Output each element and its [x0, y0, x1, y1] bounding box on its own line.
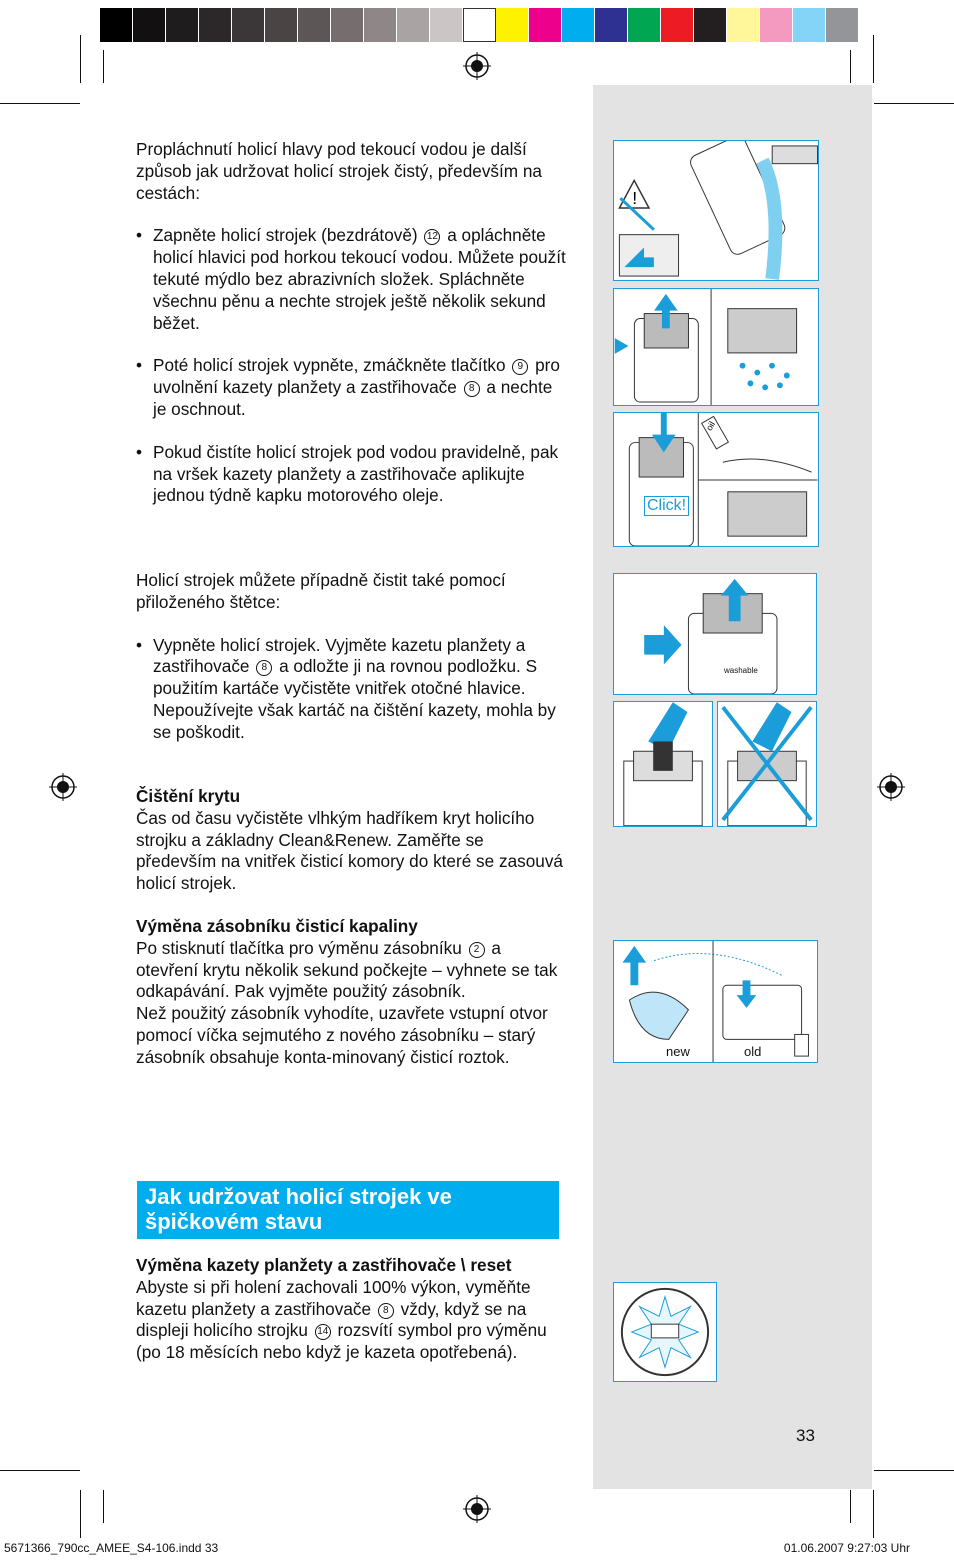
- color-swatch: [331, 8, 364, 42]
- brush-illustration: [613, 701, 713, 827]
- crop-mark: [103, 50, 104, 83]
- list-item: • Poté holicí strojek vypněte, zmáčkněte tlačítko 9 pro uvolnění kazety planžety a zastřihovače 8 a nechte je oschnout.: [136, 355, 560, 419]
- ref-number: 8: [256, 660, 272, 676]
- color-swatch: [793, 8, 826, 42]
- housing-text: Čas od času vyčistěte vlhkým hadříkem kryt holicího strojku a základny Clean&Renew. Zaměřte se především na vnitřek čisticí komory do které se zasouvá holicí strojek.: [136, 807, 563, 894]
- intro-block: [136, 139, 566, 507]
- list-text: Zapněte holicí strojek (bezdrátově): [153, 225, 418, 246]
- cartridge-illustration: [613, 940, 818, 1063]
- crop-mark: [850, 50, 851, 83]
- replace-title: Výměna kazety planžety a zastřihovače \ reset: [136, 1255, 512, 1275]
- replace-block: [136, 1255, 566, 1364]
- list-text: a opláchněte holicí hlavici pod horkou tekoucí vodou. Můžete použít tekuté mýdlo bez abrazivních složek. Spláchněte všechnu pěnu a nechte strojek ještě několik sekund běžet.: [153, 225, 566, 333]
- registration-mark-icon: [49, 773, 77, 801]
- color-swatch: [760, 8, 793, 42]
- crop-mark: [874, 103, 954, 104]
- crop-mark: [103, 1490, 104, 1523]
- ref-number: 8: [464, 381, 480, 397]
- color-swatch: [661, 8, 694, 42]
- color-swatch: [529, 8, 562, 42]
- crop-mark: [850, 1490, 851, 1523]
- color-swatch: [265, 8, 298, 42]
- ref-number: 2: [469, 942, 485, 958]
- crop-mark: [0, 103, 80, 104]
- washable-label: washable: [724, 666, 758, 675]
- brush-block: [136, 570, 566, 744]
- old-label: old: [744, 1044, 762, 1059]
- color-swatch: [298, 8, 331, 42]
- footer-left: 5671366_790cc_AMEE_S4-106.indd 33: [4, 1541, 219, 1555]
- release-illustration: [613, 288, 819, 406]
- new-label: new: [666, 1044, 690, 1059]
- oil-illustration: [613, 412, 819, 547]
- page-number: 33: [796, 1426, 815, 1445]
- color-swatch: [100, 8, 133, 42]
- list-text: Vypněte holicí strojek. Vyjměte kazetu planžety a zastřihovače: [153, 634, 526, 677]
- crop-mark: [874, 1470, 954, 1471]
- registration-mark-icon: [877, 773, 905, 801]
- section-heading: Jak udržovat holicí strojek ve špičkovém stavu: [145, 1184, 452, 1234]
- cartridge-title: Výměna zásobníku čisticí kapaliny: [136, 916, 418, 936]
- color-swatch: [133, 8, 166, 42]
- crop-mark: [80, 35, 81, 83]
- list-item: • Pokud čistíte holicí strojek pod vodou pravidelně, pak na vršek kazety planžety a zastřihovače aplikujte jednou týdně kapku motorového oleje.: [136, 441, 559, 506]
- rinse-illustration: [613, 140, 819, 281]
- registration-mark-icon: [463, 1495, 491, 1523]
- list-item: • Zapněte holicí strojek (bezdrátově) 12 a opláchněte holicí hlavici pod horkou tekoucí vodou. Můžete použít tekuté mýdlo bez abrazivních složek. Spláchněte všechnu pěnu a nechte strojek ještě několik sekund běžet.: [136, 225, 566, 333]
- list-item: • Vypněte holicí strojek. Vyjměte kazetu planžety a zastřihovače 8 a odložte ji na rovnou podložku. S použitím kartáče vyčistěte vnitřek otočné hlavice. Nepoužívejte však kartáč na čištění kazety, mohla by se poškodit.: [136, 634, 556, 742]
- replace-display-illustration: [613, 1282, 717, 1382]
- housing-block: [136, 786, 566, 895]
- crop-mark: [873, 35, 874, 83]
- section-banner: [137, 1181, 559, 1239]
- list-text: pro uvolnění kazety planžety a zastřihovače: [153, 355, 560, 398]
- color-swatch: [694, 8, 727, 42]
- crop-mark: [80, 1490, 81, 1538]
- brush-wrong-illustration: [717, 701, 817, 827]
- color-swatch: [430, 8, 463, 42]
- color-swatch: [496, 8, 529, 42]
- color-swatch: [826, 8, 859, 42]
- color-swatch: [232, 8, 265, 42]
- color-swatch: [628, 8, 661, 42]
- list-text: Poté holicí strojek vypněte, zmáčkněte tlačítko: [153, 355, 506, 376]
- replace-text: Abyste si při holení zachovali 100% výkon, vyměňte kazetu planžety a zastřihovače 8 vždy, když se na displeji holicího strojku 14 rozsvítí symbol pro výměnu (po 18 měsících nebo když je kazeta opotřebená).: [136, 1276, 547, 1363]
- crop-mark: [873, 1490, 874, 1538]
- oil-label: oil: [703, 419, 718, 433]
- cartridge-text: Po stisknutí tlačítka pro výměnu zásobníku 2 a otevření krytu několik sekund počkejte – vyhnete se tak odkapávání. Pak vyjměte použitý zásobník.: [136, 937, 558, 1002]
- list-text: a odložte ji na rovnou podložku. S použitím kartáče vyčistěte vnitřek otočné hlavice. Nepoužívejte však kartáč na čištění kazety, mohla by se poškodit.: [153, 656, 556, 742]
- svg-text:!: !: [632, 188, 638, 209]
- color-swatch: [595, 8, 628, 42]
- ref-number: 12: [424, 229, 440, 245]
- color-swatch: [463, 8, 496, 42]
- color-swatch: [397, 8, 430, 42]
- list-text: a nechte je oschnout.: [153, 377, 553, 419]
- ref-number: 14: [315, 1324, 331, 1340]
- footer-right: 01.06.2007 9:27:03 Uhr: [783, 1541, 910, 1555]
- color-swatch: [199, 8, 232, 42]
- click-label: Click!: [644, 496, 689, 516]
- color-swatch: [364, 8, 397, 42]
- ref-number: 9: [512, 359, 528, 375]
- color-swatch: [562, 8, 595, 42]
- intro-paragraph: Propláchnutí holicí hlavy pod tekoucí vodou je další způsob jak udržovat holicí strojek čistý, především na cestách:: [136, 139, 542, 203]
- brush-paragraph: Holicí strojek můžete případně čistit také pomocí přiloženého štětce:: [136, 570, 506, 612]
- remove-cassette-illustration: [613, 573, 817, 695]
- housing-title: Čištění krytu: [136, 786, 241, 806]
- print-color-bar: [100, 8, 859, 42]
- ref-number: 8: [378, 1303, 394, 1319]
- registration-mark-icon: [463, 52, 491, 80]
- color-swatch: [727, 8, 760, 42]
- crop-mark: [0, 1470, 80, 1471]
- color-swatch: [166, 8, 199, 42]
- cartridge-text2: Než použitý zásobník vyhodíte, uzavřete vstupní otvor pomocí víčka sejmutého z nového zásobníku – starý zásobník obsahuje konta-minovaný čisticí roztok.: [136, 1003, 548, 1067]
- list-text: Pokud čistíte holicí strojek pod vodou pravidelně, pak na vršek kazety planžety a zastřihovače aplikujte jednou týdně kapku motorového oleje.: [153, 441, 559, 506]
- cartridge-block: [136, 916, 566, 1069]
